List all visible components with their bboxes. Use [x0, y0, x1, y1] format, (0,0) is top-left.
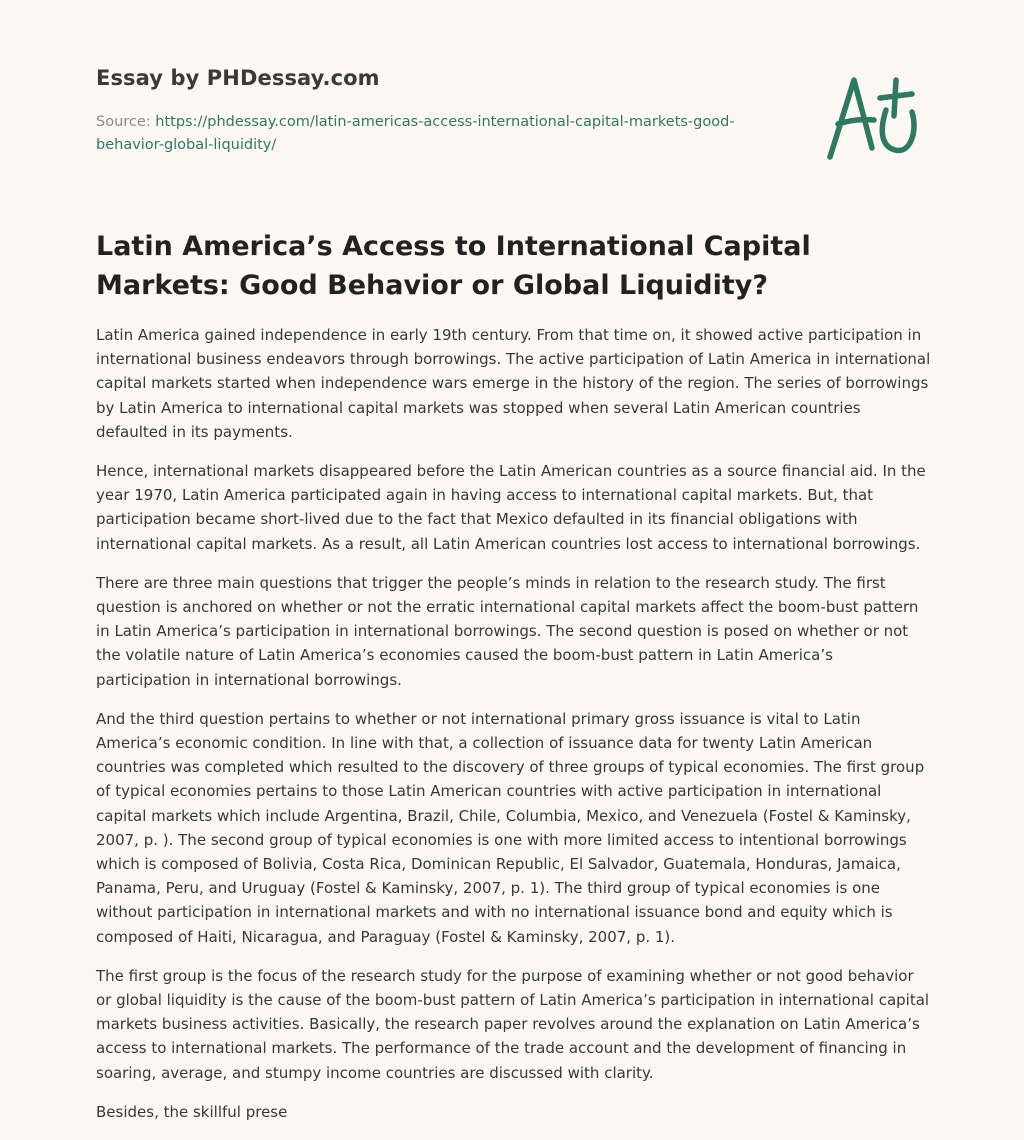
article-body — [96, 323, 931, 1139]
site-brand: Essay by PHDessay.com — [96, 66, 380, 90]
paragraph: There are three main questions that trigger the people’s minds in relation to the research study. The first question is anchored on whether or not the erratic international capital markets affect the boom-bust pattern in Latin America’s participation in international borrowings. The second question is posed on whether or not the volatile nature of Latin America’s economies caused the boom-bust pattern in Latin America’s participation in international borrowings. — [96, 573, 919, 689]
a-plus-logo-icon — [820, 70, 930, 162]
article-title: Latin America’s Access to International Capital Markets: Good Behavior or Global Liquidity? — [96, 231, 811, 301]
paragraph: And the third question pertains to whether or not international primary gross issuance is vital to Latin America’s economic condition. In line with that, a collection of issuance data for twenty Latin American countries was completed which resulted to the discovery of three groups of typical economies. The first group of typical economies pertains to those Latin American countries with active participation in international capital markets which include Argentina, Brazil, Chile, Columbia, Mexico, and Venezuela (Fostel & Kaminsky, 2007, p. ). The second group of typical economies is one with more limited access to intentional borrowings which is composed of Bolivia, Costa Rica, Dominican Republic, El Salvador, Guatemala, Honduras, Jamaica, Panama, Peru, and Uruguay (Fostel & Kaminsky, 2007, p. 1). The third group of typical economies is one without participation in international markets and with no international issuance bond and equity which is composed of Haiti, Nicaragua, and Paraguay (Fostel & Kaminsky, 2007, p. 1). — [96, 709, 925, 946]
paragraph: Latin America gained independence in early 19th century. From that time on, it showed active participation in international business endeavors through borrowings. The active participation of Latin America in international capital markets started when independence wars emerge in the history of the region. The series of borrowings by Latin America to international capital markets was stopped when several Latin American countries defaulted in its payments. — [96, 326, 931, 441]
paragraph: The first group is the focus of the research study for the purpose of examining whether or not good behavior or global liquidity is the cause of the boom-bust pattern of Latin America’s participation in international capital markets business activities. Basically, the research paper revolves around the explanation on Latin America’s access to international markets. The performance of the trade account and the development of financing in soaring, average, and stumpy income countries are discussed with clarity. — [96, 966, 930, 1082]
source-link[interactable]: https://phdessay.com/latin-americas-access-international-capital-markets-good-behavior-global-liquidity/ — [96, 114, 735, 153]
source-line — [96, 111, 776, 157]
source-label: Source: — [96, 114, 151, 130]
paragraph: Hence, international markets disappeared before the Latin American countries as a source financial aid. In the year 1970, Latin America participated again in having access to international capital markets. But, that participation became short-lived due to the fact that Mexico defaulted in its financial obligations with international capital markets. As a result, all Latin American countries lost access to international borrowings. — [96, 462, 926, 553]
paragraph: Besides, the skillful prese — [96, 1102, 288, 1121]
